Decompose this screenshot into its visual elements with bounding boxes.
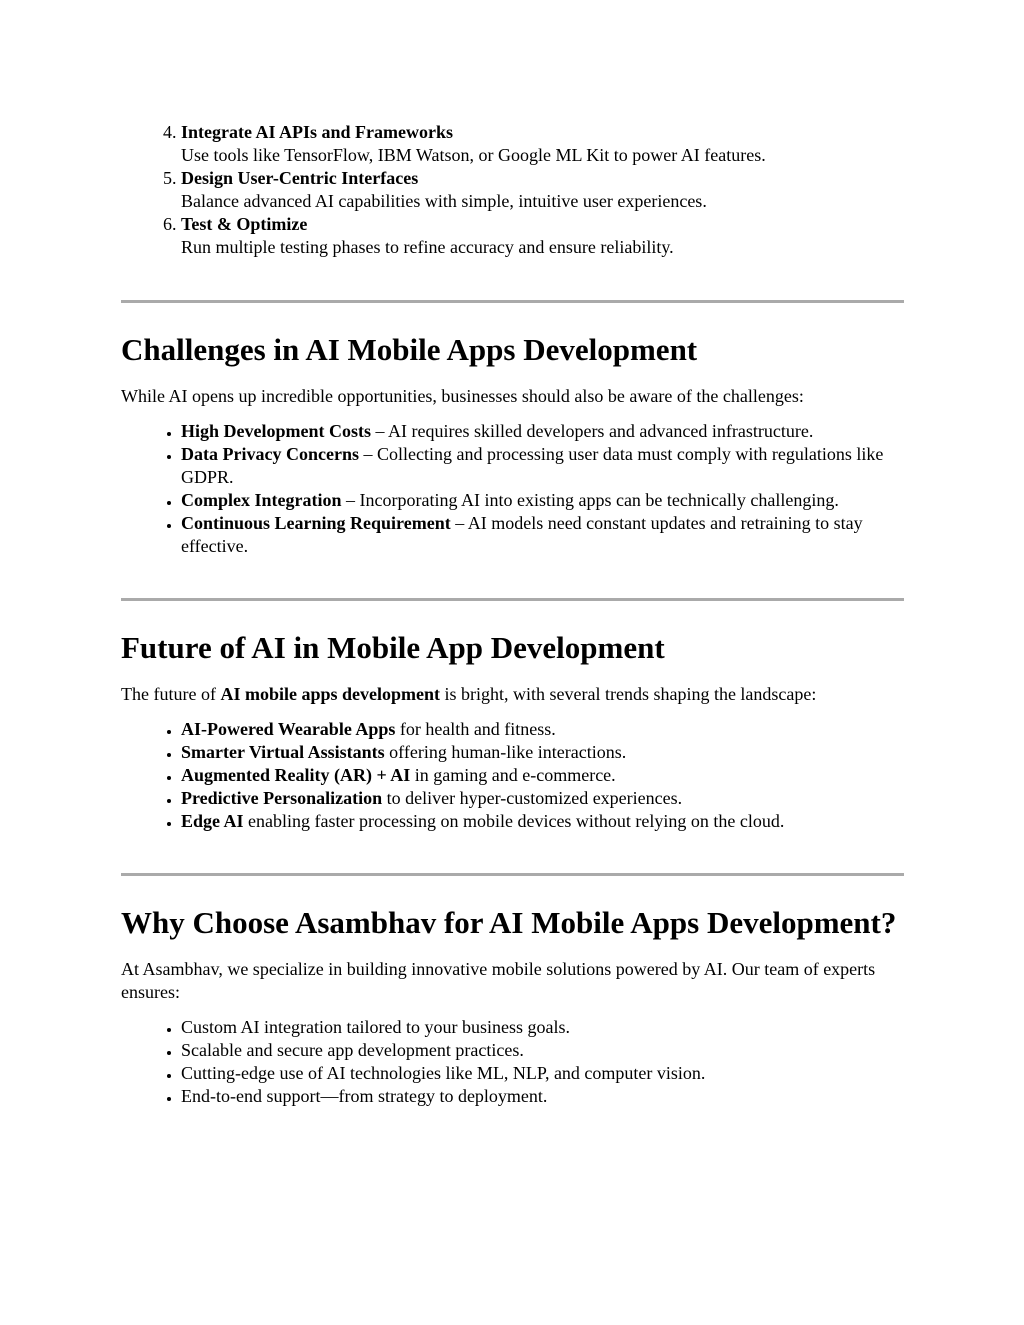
step-desc: Balance advanced AI capabilities with simple, intuitive user experiences.	[181, 191, 707, 211]
item-bold: AI-Powered Wearable Apps	[181, 719, 396, 739]
challenges-list	[121, 420, 904, 558]
text: The future of	[121, 684, 221, 704]
item-bold: Predictive Personalization	[181, 788, 383, 808]
list-item	[181, 764, 904, 787]
item-text: – AI requires skilled developers and advanced infrastructure.	[371, 421, 814, 441]
divider	[121, 300, 904, 303]
item-text: offering human-like interactions.	[384, 742, 627, 762]
list-item	[181, 420, 904, 443]
item-bold: Complex Integration	[181, 490, 342, 510]
step-desc: Use tools like TensorFlow, IBM Watson, or Google ML Kit to power AI features.	[181, 145, 766, 165]
item-text: to deliver hyper-customized experiences.	[382, 788, 683, 808]
list-item: • Scalable and secure app development practices.	[181, 1039, 904, 1062]
item-bold: High Development Costs	[181, 421, 371, 441]
divider	[121, 598, 904, 601]
list-item	[181, 787, 904, 810]
step-title: Integrate AI APIs and Frameworks	[181, 122, 453, 142]
list-item	[181, 121, 904, 167]
list-item	[181, 512, 904, 558]
steps-list	[121, 121, 904, 259]
text-bold: AI mobile apps development	[220, 684, 440, 704]
item-bold: Smarter Virtual Assistants	[181, 742, 385, 762]
list-item: • End-to-end support—from strategy to deployment.	[181, 1085, 904, 1108]
list-item	[181, 810, 904, 833]
list-item: • Custom AI integration tailored to your business goals.	[181, 1016, 904, 1039]
list-item	[181, 718, 904, 741]
list-item	[181, 443, 904, 489]
item-text: for health and fitness.	[395, 719, 556, 739]
item-text: enabling faster processing on mobile devices without relying on the cloud.	[243, 811, 785, 831]
paragraph: At Asambhav, we specialize in building innovative mobile solutions powered by AI. Our team of experts ensures:	[121, 959, 876, 1002]
list-item	[181, 167, 904, 213]
text: is bright, with several trends shaping the landscape:	[439, 684, 817, 704]
section-heading: Future of AI in Mobile App Development	[121, 630, 665, 665]
list-item: • Cutting-edge use of AI technologies like ML, NLP, and computer vision.	[181, 1062, 904, 1085]
item-text: – Collecting and processing user data must comply with regulations like GDPR.	[181, 444, 884, 487]
paragraph	[121, 683, 904, 706]
why-list	[121, 1016, 904, 1108]
item-bold: Edge AI	[181, 811, 244, 831]
item-bold: Continuous Learning Requirement	[181, 513, 451, 533]
item-text: – AI models need constant updates and retraining to stay effective.	[181, 513, 863, 556]
item-bold: Augmented Reality (AR) + AI	[181, 765, 411, 785]
divider	[121, 873, 904, 876]
future-list	[121, 718, 904, 833]
section-heading: Why Choose Asambhav for AI Mobile Apps Development?	[121, 905, 897, 940]
step-desc: Run multiple testing phases to refine accuracy and ensure reliability.	[181, 237, 674, 257]
step-title: Test & Optimize	[181, 214, 308, 234]
section-heading: Challenges in AI Mobile Apps Development	[121, 332, 698, 367]
item-bold: Data Privacy Concerns	[181, 444, 359, 464]
step-title: Design User-Centric Interfaces	[181, 168, 419, 188]
list-item	[181, 489, 904, 512]
item-text: – Incorporating AI into existing apps can be technically challenging.	[341, 490, 839, 510]
list-item	[181, 741, 904, 764]
paragraph: While AI opens up incredible opportunities, businesses should also be aware of the challenges:	[121, 386, 804, 406]
list-item	[181, 213, 904, 259]
item-text: in gaming and e-commerce.	[410, 765, 616, 785]
